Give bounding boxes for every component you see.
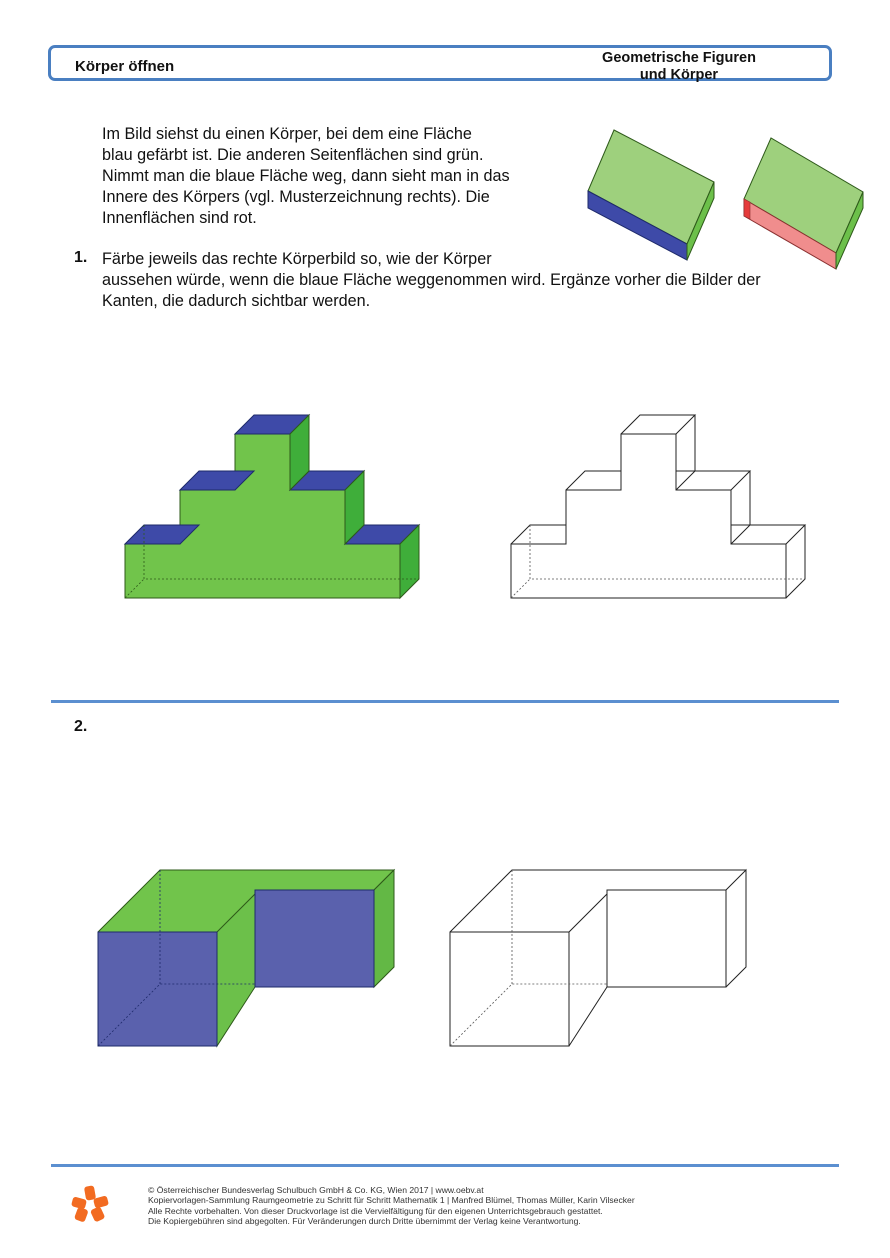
task2-number: 2. (74, 718, 88, 735)
publisher-logo-icon (70, 1184, 112, 1224)
intro-text (102, 124, 582, 229)
task1-line: Kanten, die dadurch sichtbar werden. (102, 292, 371, 310)
header-box (48, 45, 832, 81)
header-topic (559, 50, 799, 84)
footer-line: © Österreichischer Bundesverlag Schulbuch GmbH & Co. KG, Wien 2017 | www.oebv.at (148, 1185, 484, 1195)
task1-line: aussehen würde, wenn die blaue Fläche weggenommen wird. Ergänze vorher die Bilder der (102, 271, 761, 289)
intro-line: Im Bild siehst du einen Körper, bei dem eine Fläche (102, 125, 472, 143)
task1-line: Färbe jeweils das rechte Körperbild so, wie der Körper (102, 250, 492, 268)
section-divider (51, 700, 839, 703)
example-closed-box (588, 130, 714, 260)
intro-line: Innenflächen sind rot. (102, 209, 257, 227)
task1-colored-solid (125, 415, 419, 598)
task1-text (102, 249, 761, 312)
intro-line: Innere des Körpers (vgl. Musterzeichnung rechts). Die (102, 188, 490, 206)
footer-line: Die Kopiergebühren sind abgegolten. Für Veränderungen durch Dritte übernimmt der Verlag keine Verantwortung. (148, 1216, 581, 1227)
intro-line: blau gefärbt ist. Die anderen Seitenflächen sind grün. (102, 146, 484, 164)
task2-colored-solid (98, 870, 394, 1046)
header-topic-line2: und Körper (639, 67, 719, 83)
footer-line: Kopiervorlagen-Sammlung Raumgeometrie zu Schritt für Schritt Mathematik 1 | Manfred Blümel, Thomas Müller, Karin Vilsecker (148, 1195, 635, 1206)
header-title: Körper öffnen (75, 58, 175, 75)
task2-outline-solid (450, 870, 746, 1046)
task1-number: 1. (74, 249, 88, 266)
task1-outline-solid (511, 415, 805, 598)
header-topic-line1: Geometrische Figuren (602, 50, 756, 66)
task1-figures (110, 400, 840, 610)
footer-line: Alle Rechte vorbehalten. Von dieser Druckvorlage ist die Vervielfältigung für den eigenen Unterrichtsgebrauch gestattet. (148, 1205, 603, 1216)
footer-divider (51, 1164, 839, 1167)
example-open-box (744, 138, 863, 269)
intro-line: Nimmt man die blaue Fläche weg, dann sieht man in das (102, 167, 510, 185)
footer-text (148, 1185, 635, 1227)
task2-figures (90, 860, 760, 1060)
